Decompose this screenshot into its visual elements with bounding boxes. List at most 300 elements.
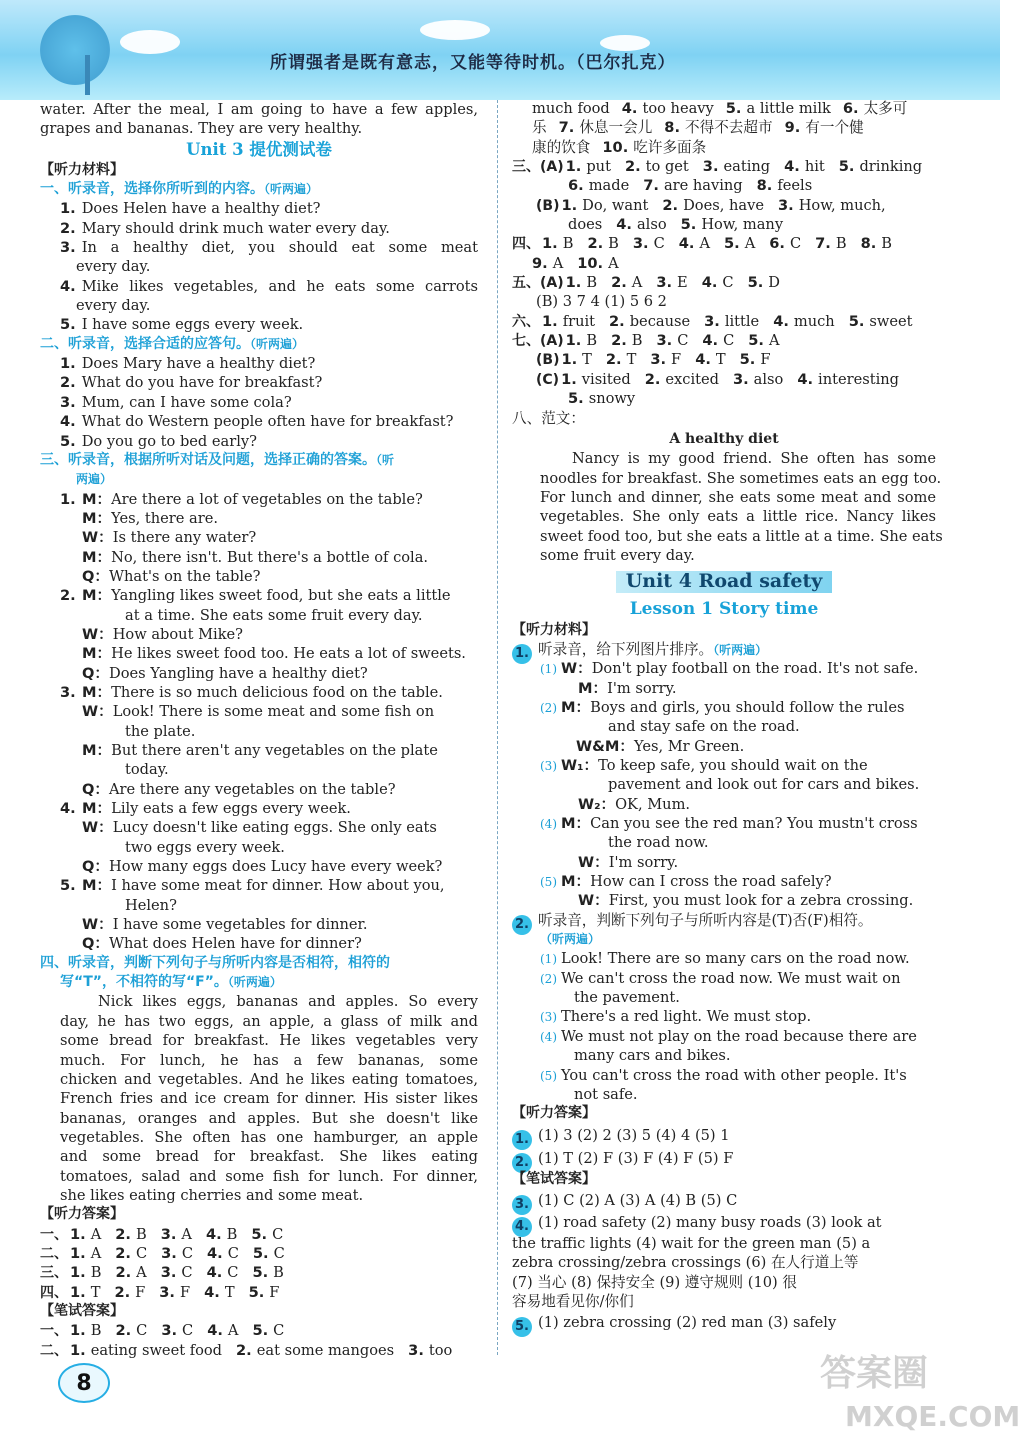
answer-value: E <box>677 274 688 292</box>
answer-value: B <box>273 1264 284 1282</box>
answer-value: does <box>568 216 603 234</box>
unit-4-banner-row <box>512 571 936 592</box>
answer-value: 乐 <box>532 119 547 137</box>
answer-value: drinking <box>859 158 923 176</box>
dialogue-line <box>40 760 478 779</box>
section-4-title-cont: 写“T”，不相符的写“F”。 <box>60 974 228 991</box>
answer-value: (7) 当心 (8) 保持安全 (9) 遵守规则 (10) 很 <box>512 1273 797 1291</box>
passage-line: some bread for breakfast. He likes vegetables very <box>60 1032 478 1050</box>
tree-trunk-decoration <box>85 55 90 95</box>
answer-number: 1. <box>561 370 577 388</box>
answer-value: C <box>227 1264 239 1282</box>
answer-number: 1. <box>70 1264 86 1282</box>
statement-text: You can't cross the road with other people. It's <box>561 1066 907 1084</box>
speaker-label: Q： <box>82 780 109 798</box>
answer-number: 1. <box>70 1244 86 1262</box>
answer-number: 1. <box>542 235 558 253</box>
answer-value: C <box>181 1264 193 1282</box>
dialogue-line <box>40 934 478 953</box>
answer-number: 7. <box>643 177 659 195</box>
answer-number: 7. <box>558 119 575 137</box>
listening-item <box>40 296 478 315</box>
listen-twice-note: （听两遍） <box>264 182 319 197</box>
question-number-badge: 2. <box>512 915 532 935</box>
answer-number: 5. <box>748 332 764 350</box>
dialogue-text: Helen? <box>125 896 177 914</box>
answer-value: too heavy <box>642 100 714 117</box>
statement-text: not safe. <box>574 1085 638 1103</box>
section-3b-answers-cont <box>512 215 936 234</box>
answer-number: 2. <box>115 1264 132 1282</box>
dialogue-text: the road now. <box>608 834 709 852</box>
dialogue-text: How about Mike? <box>112 625 243 643</box>
section-8-label: 八、范文： <box>512 409 585 427</box>
answer-number: 2. <box>611 274 627 292</box>
answer-number: 2. <box>624 158 641 176</box>
answer-value: F <box>135 1283 146 1301</box>
section-4-answers-cont <box>512 254 936 273</box>
speaker-label: Q： <box>82 858 109 876</box>
answer-number: 4. <box>204 1283 220 1301</box>
speaker-label: M： <box>578 679 608 697</box>
dialogue-text: To keep safe, you should wait on the <box>598 757 868 774</box>
answer-prefix: (B) <box>536 197 560 214</box>
answer-value: T <box>90 1283 101 1301</box>
dialogue-text: What's on the table? <box>109 567 261 585</box>
item-key: (5) <box>540 875 557 890</box>
answer-line <box>512 99 936 118</box>
section-4-heading: 四、听录音，判断下列句子与所听内容是否相符，相符的 <box>40 954 390 971</box>
column-divider <box>497 100 498 1355</box>
answer-value: B <box>881 235 892 253</box>
section-7c-answers-cont <box>512 389 936 408</box>
answer-number: 5. <box>251 1225 268 1243</box>
tree-decoration <box>40 15 110 85</box>
item-text: Mum, can I have some cola? <box>81 393 292 411</box>
answer-number: 2. <box>611 332 627 350</box>
speaker-label: M： <box>82 877 112 895</box>
listening-item <box>40 219 478 238</box>
question-number-badge: 1. <box>512 1130 532 1150</box>
speaker-label: Q： <box>82 567 109 585</box>
answer-value: 休息一会儿 <box>579 119 653 137</box>
dialogue-line <box>40 490 478 509</box>
answer-value: excited <box>665 370 719 388</box>
dialogue-text: the plate. <box>125 722 196 740</box>
question-number-badge: 1. <box>512 644 532 664</box>
unit-3-title: Unit 3 提优测试卷 <box>186 139 332 159</box>
dialogue-text: OK, Mum. <box>615 795 691 813</box>
answer-number: 3. <box>408 1341 424 1359</box>
dialogue-text: I'm sorry. <box>607 679 677 697</box>
dialogue-text: Yes, there are. <box>111 509 218 527</box>
answer-prefix: 六、 <box>512 313 540 330</box>
listening-answer-row <box>512 1124 936 1147</box>
answer-value: A <box>90 1244 102 1262</box>
answer-value: A <box>227 1322 239 1340</box>
listen-twice-note-cont: 两遍） <box>76 472 113 487</box>
item-number: 5. <box>60 877 76 895</box>
page-number: 8 <box>58 1363 110 1403</box>
answer-value: C <box>677 332 689 350</box>
essay-line: sweet food too, but she eats a little at a time. She eats <box>540 527 943 545</box>
answer-value: A <box>768 332 780 350</box>
intro-line: grapes and bananas. They are very healthy. <box>40 120 363 138</box>
written-answers-tag: 【笔试答案】 <box>40 1302 124 1319</box>
dialogue-text: Can you see the red man? You mustn't cross <box>590 815 918 833</box>
answer-value: A <box>631 274 643 292</box>
item-text: What do you have for breakfast? <box>81 374 323 392</box>
answer-number: 3. <box>650 351 667 369</box>
dialogue-text: Look! There is some meat and some fish on <box>112 703 435 721</box>
item-key: (3) <box>540 1010 557 1025</box>
item-key: (3) <box>540 759 557 773</box>
listening-answers-tag: 【听力答案】 <box>40 1206 124 1223</box>
answer-number: 5. <box>680 216 697 234</box>
item-number: 3. <box>60 393 76 411</box>
section-5b-answers: (B) 3 7 4 (1) 5 6 2 <box>536 293 667 311</box>
dialogue-line <box>512 659 936 678</box>
listen-twice-note: （听两遍） <box>540 932 601 947</box>
speaker-label: M： <box>561 698 591 716</box>
answer-number: 3. <box>656 332 673 350</box>
dialogue-text: Boys and girls, you should follow the rules <box>590 698 905 716</box>
answer-value: much food <box>532 100 610 117</box>
answer-number: 5. <box>725 100 742 117</box>
answer-number: 3. <box>159 1283 175 1301</box>
answer-number: 1. <box>565 158 582 176</box>
dialogue-line <box>40 799 478 818</box>
speaker-label: W： <box>82 819 113 837</box>
item-number: 1. <box>60 200 76 218</box>
answer-number: 4. <box>207 1244 223 1262</box>
question-1-text: 听录音，给下列图片排序。 <box>538 640 714 658</box>
answer-value: F <box>760 351 771 369</box>
statement-text: the pavement. <box>574 989 680 1007</box>
answer-number: 3. <box>160 1264 177 1282</box>
dialogue-line <box>40 683 478 702</box>
speaker-label: M： <box>82 587 112 605</box>
answer-number: 7. <box>815 235 831 253</box>
dialogue-line <box>40 780 478 799</box>
section-7b-answers <box>512 350 936 369</box>
answer-value: A <box>181 1225 192 1243</box>
answer-number: 8. <box>664 119 680 137</box>
essay-title: A healthy diet <box>669 430 779 447</box>
answer-value: B <box>562 235 574 253</box>
section-3-title: 三、听录音，根据所听对话及问题，选择正确的答案。 <box>40 451 376 468</box>
answer-number: 2. <box>115 1225 131 1243</box>
answer-number: 5. <box>252 1264 269 1282</box>
answer-value: feels <box>777 177 813 195</box>
speaker-label: M： <box>561 873 591 891</box>
written-answer-row <box>512 1253 936 1272</box>
answer-number: 4. <box>621 100 638 117</box>
answer-number: 3. <box>161 1244 177 1262</box>
answer-number: 2. <box>236 1341 252 1359</box>
written-answer-row <box>512 1311 936 1334</box>
dialogue-line <box>40 857 478 876</box>
answer-prefix: 一、 <box>40 1226 68 1243</box>
item-number: 4. <box>60 277 76 295</box>
dialogue-text: Are there any vegetables on the table? <box>109 780 396 798</box>
answer-value: C <box>182 1322 194 1340</box>
question-number-badge: 2. <box>512 1153 532 1173</box>
dialogue-line <box>40 586 478 605</box>
dialogue-line <box>40 876 478 895</box>
dialogue-line <box>40 741 478 760</box>
answer-line <box>512 138 936 157</box>
section-2-heading <box>40 335 478 354</box>
dialogue-line <box>40 606 478 625</box>
dialogue-text: What does Helen have for dinner? <box>109 935 362 953</box>
answer-number: 2. <box>662 196 679 214</box>
answer-value: eating sweet food <box>90 1341 223 1359</box>
dialogue-text: How many eggs does Lucy have every week? <box>109 858 443 876</box>
answer-value: 太多可 <box>863 100 908 117</box>
answer-value: because <box>629 312 691 330</box>
dialogue-line <box>512 853 936 872</box>
dialogue-text: Are there a lot of vegetables on the table? <box>111 490 423 508</box>
answer-value: 有一个健 <box>805 119 864 137</box>
dialogue-line <box>40 644 478 663</box>
item-number: 4. <box>60 800 76 818</box>
item-number: 5. <box>60 432 76 450</box>
speaker-label: Q： <box>82 664 109 682</box>
answer-value: D <box>768 274 780 292</box>
answer-value: also <box>636 216 667 234</box>
answer-value: are having <box>663 177 743 195</box>
item-number: 4. <box>60 413 76 431</box>
dialogue-line <box>512 814 936 833</box>
dialogue-line <box>40 818 478 837</box>
speaker-label: W： <box>561 660 592 678</box>
answer-value: (1) zebra crossing (2) red man (3) safely <box>538 1314 837 1332</box>
answer-number: 5. <box>252 1322 269 1340</box>
answer-number: 5. <box>568 390 584 408</box>
item-number: 3. <box>60 239 76 257</box>
statement-line <box>512 1027 936 1046</box>
speaker-label: W： <box>82 703 113 721</box>
answer-number: 1. <box>561 196 578 214</box>
answer-number: 5. <box>747 274 764 292</box>
listening-answer-row <box>512 1147 936 1170</box>
speaker-label: Q： <box>82 935 109 953</box>
statement-text: There's a red light. We must stop. <box>561 1008 812 1026</box>
dialogue-line <box>512 679 936 698</box>
answer-value: B <box>586 332 598 350</box>
answer-value: the traffic lights (4) wait for the green man (5) a <box>512 1234 871 1252</box>
answer-number: 5. <box>739 351 756 369</box>
item-text: Does Helen have a healthy diet? <box>81 200 321 218</box>
item-key: (1) <box>540 662 557 677</box>
answer-prefix: 三、 <box>40 1265 68 1282</box>
item-number: 2. <box>60 374 76 392</box>
item-number: 1. <box>60 490 76 508</box>
answer-number: 1. <box>565 274 582 292</box>
essay-line: noodles for breakfast. She sometimes eats an egg too. <box>540 469 942 487</box>
answer-value: A <box>699 235 710 253</box>
item-key: (4) <box>540 1029 557 1044</box>
answer-number: 4. <box>784 158 800 176</box>
answer-value: T <box>626 351 637 369</box>
answer-value: C <box>653 235 665 253</box>
answer-value: sweet <box>869 312 913 330</box>
answer-number: 1. <box>561 351 578 369</box>
answer-value: How, many <box>701 216 784 234</box>
section-3a-answers-cont <box>512 176 936 195</box>
answer-number: 6. <box>842 100 859 117</box>
answer-value: B <box>631 332 643 350</box>
item-text: Does Mary have a healthy diet? <box>81 355 316 373</box>
essay-line: Nancy is my good friend. She often has some <box>572 450 936 468</box>
statement-line <box>512 1046 936 1065</box>
essay-line: vegetables. She only eats a little rice. Nancy likes <box>540 508 936 526</box>
statement-line <box>512 988 936 1007</box>
passage-line: chicken and vegetables. And he likes eating tomatoes, <box>60 1070 478 1088</box>
answer-number: 5. <box>724 235 740 253</box>
dialogue-line <box>512 698 936 717</box>
passage-line: day, he has two eggs, an apple, a glass of milk and <box>60 1012 478 1030</box>
dialogue-line <box>512 833 936 852</box>
answer-value: T <box>582 351 592 369</box>
answer-value: F <box>671 351 682 369</box>
answer-value: B <box>90 1264 102 1282</box>
speaker-label: M： <box>82 742 112 759</box>
item-key: (5) <box>540 1068 557 1083</box>
item-text: Do you go to bed early? <box>81 432 257 450</box>
item-key: (4) <box>540 817 557 832</box>
speaker-label: M： <box>82 683 112 701</box>
written-answer-row <box>512 1212 936 1234</box>
dialogue-text: Lucy doesn't like eating eggs. She only eats <box>112 819 437 837</box>
answer-value: eat some mangoes <box>256 1341 395 1359</box>
answer-number: 4. <box>205 1225 222 1243</box>
listen-twice-note: （听两遍） <box>227 975 282 990</box>
answer-number: 3. <box>632 235 649 253</box>
section-6-answers <box>512 312 936 331</box>
cloud-decoration <box>420 20 490 40</box>
item-text: every day. <box>76 297 151 315</box>
answer-line <box>512 118 936 137</box>
written-answer-row <box>40 1341 478 1360</box>
item-key: (2) <box>540 700 557 715</box>
answer-value: eating <box>723 158 771 176</box>
statement-text: many cars and bikes. <box>574 1047 731 1065</box>
answer-number: 3. <box>656 274 673 292</box>
answer-number: 4. <box>207 1322 223 1340</box>
dialogue-text: Lily eats a few eggs every week. <box>111 800 351 818</box>
statement-line <box>512 949 936 968</box>
dialogue-text: Is there any water? <box>112 529 257 547</box>
answer-number: 4. <box>773 312 789 330</box>
answer-value: hit <box>804 158 825 176</box>
dialogue-line <box>40 625 478 644</box>
passage-line: tomatoes, salad and some fish for lunch. For dinner, <box>60 1167 478 1185</box>
speaker-label: M： <box>82 800 112 818</box>
speaker-label: W&M： <box>576 737 634 755</box>
answer-prefix: 二、 <box>40 1245 68 1262</box>
answer-value: C <box>135 1244 148 1262</box>
listen-twice-note: （听两遍） <box>713 642 768 657</box>
item-number: 5. <box>60 316 76 334</box>
answer-value: A <box>552 254 564 272</box>
answer-value: snowy <box>588 390 636 408</box>
dialogue-text: pavement and look out for cars and bikes. <box>608 776 920 794</box>
dialogue-line <box>512 872 936 891</box>
answer-number: 3. <box>732 370 749 388</box>
listening-item <box>40 238 478 257</box>
dialogue-text: at a time. She eats some fruit every day. <box>125 606 423 624</box>
dialogue-text: today. <box>125 761 169 779</box>
item-text: Mike likes vegetables, and he eats some carrots <box>81 277 478 295</box>
dialogue-line <box>40 722 478 741</box>
speaker-label: W： <box>82 625 113 643</box>
answer-number: 2. <box>609 312 625 330</box>
listening-item <box>40 277 478 296</box>
dialogue-line <box>512 756 936 775</box>
answer-value: B <box>135 1225 147 1243</box>
answer-value: B <box>835 235 847 253</box>
dialogue-line <box>512 795 936 814</box>
answer-number: 4. <box>797 370 814 388</box>
answer-number: 9. <box>532 254 548 272</box>
statement-line <box>512 1085 936 1104</box>
listening-answer-row <box>40 1263 478 1282</box>
answer-value: C <box>723 332 735 350</box>
speaker-label: M： <box>561 815 591 833</box>
statement-text: We must not play on the road because there are <box>561 1027 917 1045</box>
item-text: every day. <box>76 258 151 276</box>
answer-number: 1. <box>542 312 558 330</box>
answer-value: made <box>588 177 630 195</box>
listening-item <box>40 354 478 373</box>
answer-prefix: 二、 <box>40 1342 68 1359</box>
dialogue-text: But there aren't any vegetables on the plate <box>111 742 438 759</box>
dialogue-line <box>512 891 936 910</box>
answer-prefix: 一、 <box>40 1323 68 1340</box>
answer-value: A <box>136 1264 147 1282</box>
listening-material-tag: 【听力材料】 <box>512 621 596 638</box>
section-5a-answers <box>512 273 936 292</box>
answer-value: C <box>273 1244 285 1262</box>
dialogue-line <box>40 548 478 567</box>
answer-value: C <box>136 1322 148 1340</box>
right-column <box>512 99 943 1335</box>
statement-line <box>512 1066 936 1085</box>
answer-number: 9. <box>784 119 801 137</box>
dialogue-line <box>512 775 936 794</box>
answer-number: 1. <box>70 1341 86 1359</box>
answer-value: (1) T (2) F (3) F (4) F (5) F <box>538 1149 734 1167</box>
question-2-text: 听录音，判断下列句子与所听内容是(T)否(F)相符。 <box>538 911 873 929</box>
answer-value: 不得不去超市 <box>685 119 773 137</box>
listening-item <box>40 393 478 412</box>
answer-value: C <box>273 1322 285 1340</box>
answer-number: 3. <box>704 312 720 330</box>
question-number-badge: 4. <box>512 1217 532 1237</box>
answer-value: How, much, <box>798 196 886 214</box>
dialogue-text: Don't play football on the road. It's not safe. <box>591 660 919 678</box>
listening-item <box>40 199 478 218</box>
answer-value: 康的饮食 <box>532 138 591 156</box>
answer-number: 4. <box>616 216 632 234</box>
section-3b-answers <box>512 196 936 215</box>
item-text: I have some eggs every week. <box>81 316 304 334</box>
item-number: 1. <box>60 355 76 373</box>
answer-number: 8. <box>756 177 773 195</box>
answer-number: 2. <box>605 351 622 369</box>
